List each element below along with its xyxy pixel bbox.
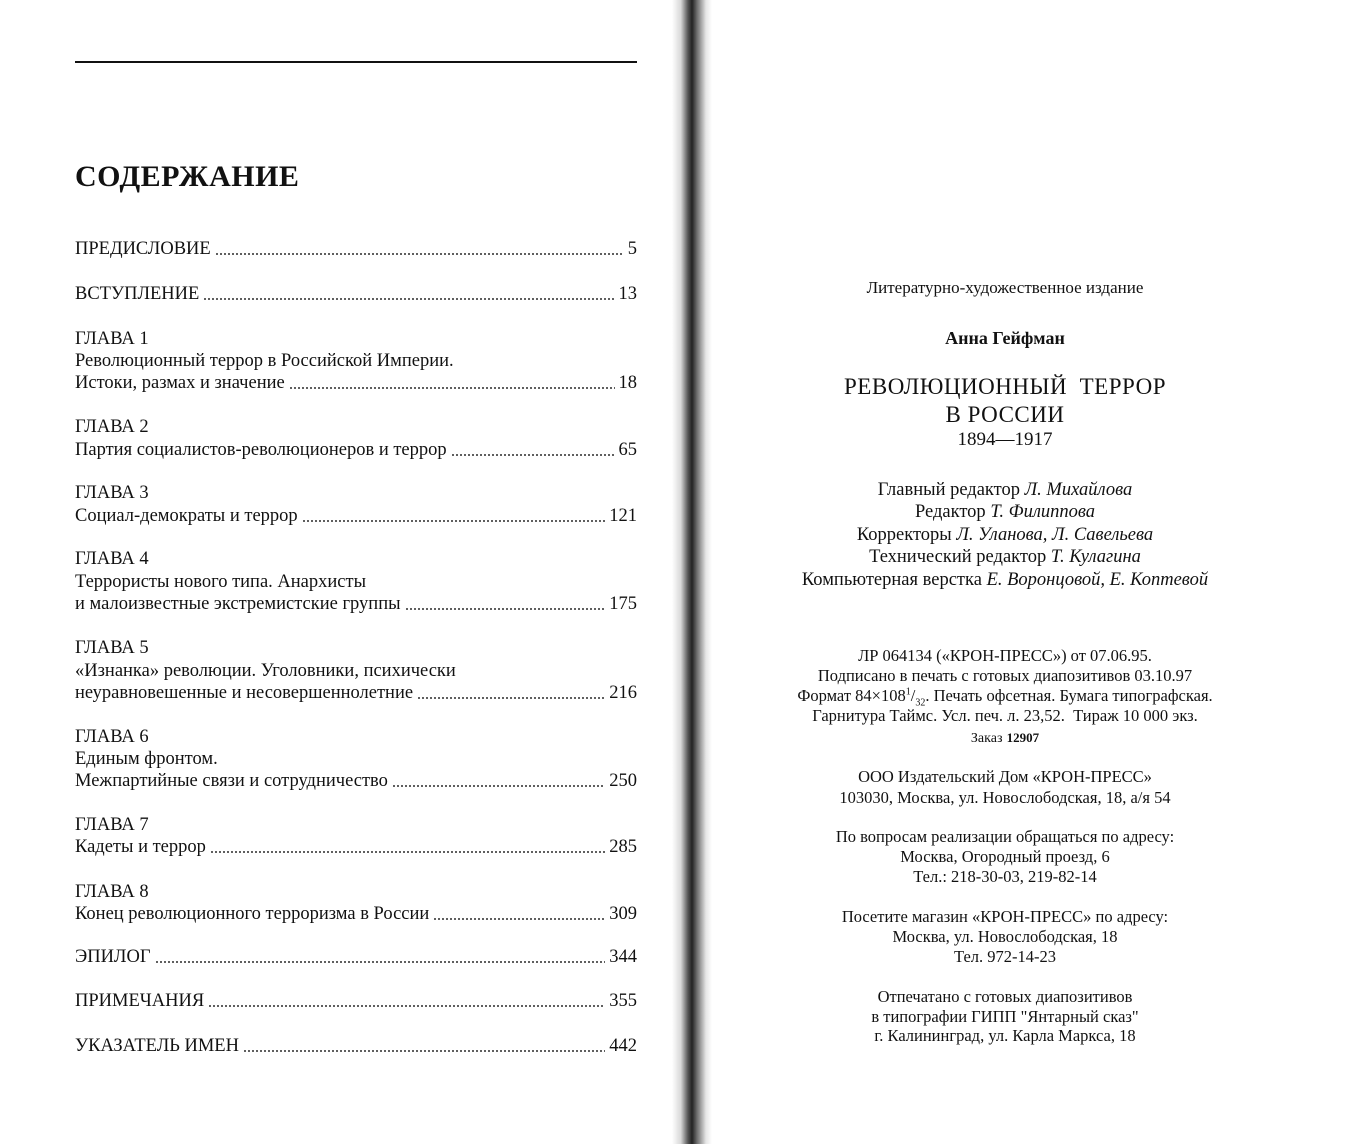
publisher-line: ООО Издательский Дом «КРОН-ПРЕСС»	[858, 767, 1152, 786]
colophon-page	[720, 0, 1300, 1144]
edition-type: Литературно-художественное издание	[866, 278, 1144, 297]
license-line: ЛР 064134 («КРОН-ПРЕСС») от 07.06.95.	[858, 646, 1152, 665]
chapter-title-line: «Изнанка» революции. Уголовники, психически	[75, 661, 456, 681]
toc-entry-text: Социал-демократы и террор	[75, 506, 298, 526]
toc-entry-chapter-8[interactable]	[75, 902, 637, 926]
toc-entry-page: 309	[609, 904, 637, 924]
toc-entry-page: 442	[609, 1036, 637, 1056]
toc-entry-chapter-7[interactable]	[75, 835, 637, 859]
toc-title: СОДЕРЖАНИЕ	[75, 160, 300, 193]
chapter-label: ГЛАВА 8	[75, 882, 149, 902]
sales-line: По вопросам реализации обращаться по адресу:	[835, 827, 1175, 846]
toc-entry-page: 344	[609, 947, 637, 967]
toc-entry-text: ЭПИЛОГ	[75, 947, 151, 967]
toc-entry-text: УКАЗАТЕЛЬ ИМЕН	[75, 1036, 239, 1056]
format-denominator: 32	[915, 697, 926, 709]
toc-entry-text: ВСТУПЛЕНИЕ	[75, 284, 200, 304]
toc-entry-text: неуравновешенные и несовершеннолетние	[75, 683, 414, 703]
toc-entry-text: Партия социалистов-революционеров и террор	[75, 440, 447, 460]
toc-entry-text: ПРИМЕЧАНИЯ	[75, 991, 205, 1011]
leader-dots	[243, 1050, 605, 1052]
toc-entry-page: 65	[618, 440, 637, 460]
credit-person: Т. Филиппова	[990, 502, 1096, 522]
leader-dots	[451, 454, 615, 456]
chapter-label: ГЛАВА 1	[75, 329, 149, 349]
printer-address: г. Калининград, ул. Карла Маркса, 18	[874, 1026, 1136, 1045]
table-of-contents	[75, 0, 637, 1144]
toc-entry-chapter-2[interactable]	[75, 438, 637, 462]
toc-entry-chapter-3[interactable]	[75, 504, 637, 528]
leader-dots	[392, 785, 605, 787]
shop-line: Посетите магазин «КРОН-ПРЕСС» по адресу:	[841, 907, 1169, 926]
credit-role: Главный редактор	[877, 480, 1021, 500]
format-numerator: 1	[905, 686, 911, 698]
book-title-line-2: В РОССИИ	[945, 402, 1065, 427]
order-line	[720, 727, 1290, 747]
format-prefix: Формат 84×108	[797, 686, 906, 705]
sales-address: Москва, Огородный проезд, 6	[900, 847, 1110, 866]
signed-line: Подписано в печать с готовых диапозитивов 03.10.97	[817, 666, 1193, 685]
credit-person: Л. Михайлова	[1024, 480, 1133, 500]
chapter-label: ГЛАВА 7	[75, 815, 149, 835]
toc-entry-chapter-5[interactable]	[75, 681, 637, 705]
shop-phone: Тел. 972-14-23	[954, 947, 1056, 966]
toc-entry-text: Конец революционного терроризма в России	[75, 904, 430, 924]
toc-entry-chapter-4[interactable]	[75, 592, 637, 616]
credit-line	[720, 547, 1290, 568]
toc-entry-page: 216	[609, 683, 637, 703]
credit-line	[720, 502, 1290, 523]
toc-entry-text: Истоки, размах и значение	[75, 373, 285, 393]
toc-entry-page: 175	[609, 594, 637, 614]
toc-entry-text: Межпартийные связи и сотрудничество	[75, 771, 388, 791]
chapter-title-line: Единым фронтом.	[75, 749, 218, 769]
leader-dots	[302, 520, 606, 522]
toc-entry-page: 355	[609, 991, 637, 1011]
credit-role: Технический редактор	[869, 547, 1047, 567]
leader-dots	[210, 851, 605, 853]
credit-person: Т. Кулагина	[1050, 547, 1141, 567]
leader-dots	[433, 918, 605, 920]
chapter-label: ГЛАВА 5	[75, 638, 149, 658]
author-name: Анна Гейфман	[945, 328, 1065, 348]
leader-dots	[417, 697, 605, 699]
toc-entry-chapter-1[interactable]	[75, 371, 637, 395]
chapter-label: ГЛАВА 6	[75, 727, 149, 747]
order-number: 12907	[1006, 730, 1040, 745]
leader-dots	[208, 1005, 605, 1007]
toc-entry-introduction[interactable]	[75, 282, 637, 306]
leader-dots	[155, 961, 606, 963]
toc-entry-preface[interactable]	[75, 237, 637, 261]
toc-entry-text: Кадеты и террор	[75, 837, 206, 857]
toc-entry-text: и малоизвестные экстремистские группы	[75, 594, 401, 614]
toc-entry-text: ПРЕДИСЛОВИЕ	[75, 239, 211, 259]
toc-entry-epilogue[interactable]	[75, 945, 637, 969]
chapter-label: ГЛАВА 4	[75, 549, 149, 569]
typeface-line: Гарнитура Таймс. Усл. печ. л. 23,52. Тираж 10 000 экз.	[812, 706, 1198, 725]
toc-entry-chapter-6[interactable]	[75, 769, 637, 793]
chapter-title-line: Террористы нового типа. Анархисты	[75, 572, 367, 592]
chapter-title-line: Революционный террор в Российской Империи.	[75, 351, 454, 371]
format-suffix: . Печать офсетная. Бумага типографская.	[925, 686, 1213, 705]
credit-role: Корректоры	[856, 525, 952, 545]
order-label: Заказ	[970, 731, 1003, 746]
book-title-line-1: РЕВОЛЮЦИОННЫЙ ТЕРРОР	[844, 374, 1166, 399]
sales-phone: Тел.: 218-30-03, 219-82-14	[913, 867, 1097, 886]
printer-line: Отпечатано с готовых диапозитивов	[877, 987, 1133, 1006]
shop-address: Москва, ул. Новослободская, 18	[892, 927, 1118, 946]
leader-dots	[203, 298, 614, 300]
toc-entry-page: 18	[618, 373, 637, 393]
printer-name: в типографии ГИПП "Янтарный сказ"	[871, 1007, 1139, 1026]
credit-role: Компьютерная верстка	[801, 570, 982, 590]
toc-entry-page: 5	[627, 239, 637, 259]
toc-entry-page: 13	[618, 284, 637, 304]
credit-line	[720, 480, 1290, 501]
leader-dots	[215, 253, 624, 255]
credit-line	[720, 525, 1290, 546]
credit-line	[720, 570, 1290, 591]
toc-entry-page: 121	[609, 506, 637, 526]
format-line: Формат $84\times 108^1/_{32}$. Печать офсетная. Бумага типографская.	[797, 686, 1213, 709]
publisher-address: 103030, Москва, ул. Новослободская, 18, а/я 54	[839, 788, 1171, 807]
credit-person: Е. Воронцовой, Е. Коптевой	[986, 570, 1209, 590]
toc-entry-notes[interactable]	[75, 989, 637, 1013]
toc-entry-page: 285	[609, 837, 637, 857]
leader-dots	[289, 387, 615, 389]
book-gutter	[672, 0, 712, 1144]
toc-entry-page: 250	[609, 771, 637, 791]
toc-entry-index[interactable]	[75, 1034, 637, 1058]
chapter-label: ГЛАВА 2	[75, 417, 149, 437]
book-years: 1894—1917	[957, 429, 1053, 450]
credit-role: Редактор	[914, 502, 986, 522]
chapter-label: ГЛАВА 3	[75, 483, 149, 503]
leader-dots	[405, 608, 606, 610]
credit-person: Л. Уланова, Л. Савельева	[956, 525, 1154, 545]
